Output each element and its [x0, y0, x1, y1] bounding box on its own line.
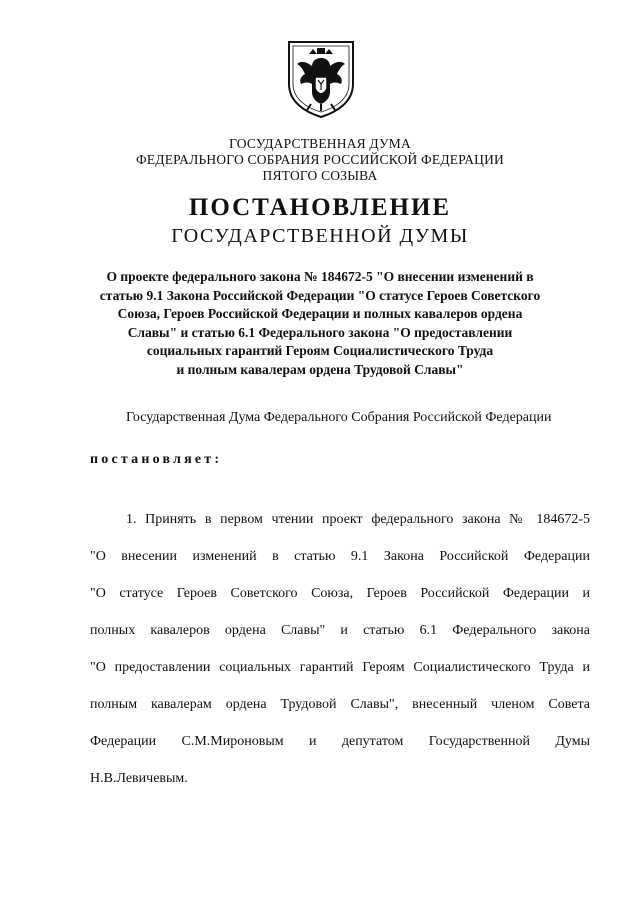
- body-line: Н.В.Левичевым.: [90, 771, 188, 786]
- resolution-subject: [90, 268, 550, 379]
- body-line: "О статусе Героев Советского Союза, Героев Российской Федерации и: [90, 586, 590, 601]
- intro-text: Государственная Дума Федерального Собрания Российской Федерации: [126, 410, 552, 425]
- body-line: "О предоставлении социальных гарантий Героям Социалистического Труда и: [90, 660, 590, 675]
- body-line: 1. Принять в первом чтении проект федерального закона № 184672-5: [126, 512, 590, 527]
- header-line-assembly: ФЕДЕРАЛЬНОГО СОБРАНИЯ РОССИЙСКОЙ ФЕДЕРАЦИИ: [136, 152, 504, 167]
- document-subtitle: ГОСУДАРСТВЕННОЙ ДУМЫ: [171, 225, 469, 247]
- subject-line: и полным кавалерам ордена Трудовой Славы": [176, 361, 464, 377]
- subject-line: О проекте федерального закона № 184672-5 "О внесении изменений в: [106, 269, 534, 284]
- subject-line: социальных гарантий Героям Социалистического Труда: [146, 343, 494, 358]
- coat-of-arms-icon: [285, 38, 357, 120]
- body-line: Федерации С.М.Мироновым и депутатом Государственной Думы: [90, 734, 590, 749]
- subject-line: Союза, Героев Российской Федерации и полных кавалеров ордена: [117, 306, 523, 321]
- header-line-convocation: ПЯТОГО СОЗЫВА: [262, 168, 378, 183]
- resolves-label: постановляет:: [90, 452, 223, 467]
- subject-line: статью 9.1 Закона Российской Федерации "О статусе Героев Советского: [99, 287, 541, 303]
- body-line: полным кавалерам ордена Трудовой Славы", внесенный членом Совета: [90, 697, 590, 712]
- header-line-duma: ГОСУДАРСТВЕННАЯ ДУМА: [229, 136, 411, 151]
- document-title: ПОСТАНОВЛЕНИЕ: [188, 194, 452, 221]
- subject-line: Славы" и статью 6.1 Федерального закона "О предоставлении: [127, 324, 513, 340]
- body-line: "О внесении изменений в статью 9.1 Закона Российской Федерации: [90, 549, 590, 564]
- body-line: полных кавалеров ордена Славы" и статью 6.1 Федерального закона: [90, 623, 590, 638]
